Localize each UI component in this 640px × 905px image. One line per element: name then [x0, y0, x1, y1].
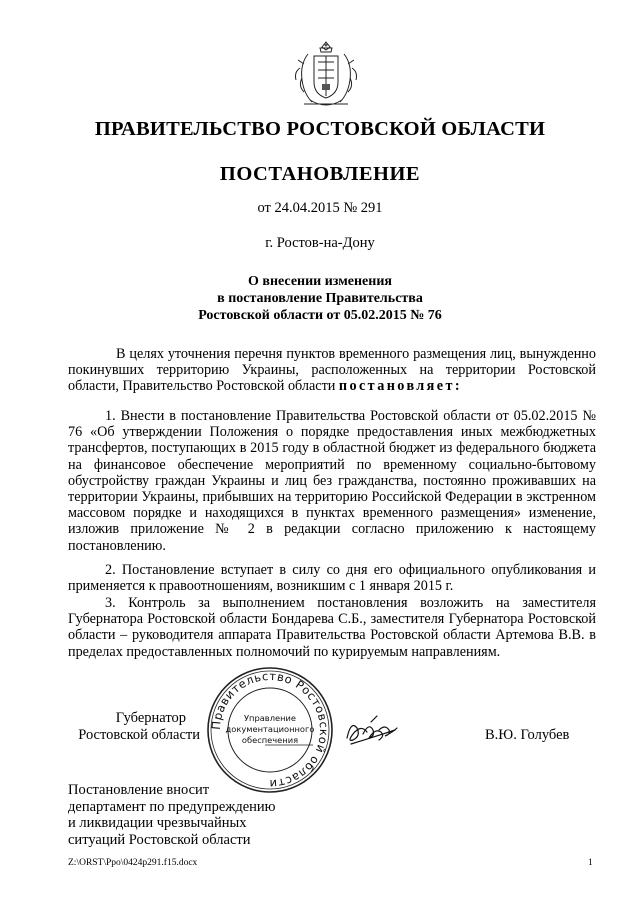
signatory-title-line: Ростовской области: [78, 727, 200, 743]
intro-text: В целях уточнения перечня пунктов временного размещения лиц, вынужденно покинувших территорию Украины, расположенных на территории Ростовской области, Правительство Ростовской области: [68, 346, 596, 395]
note-line: и ликвидации чрезвычайных: [68, 815, 247, 831]
stamp-ring-text: Правительство Ростовской области: [208, 668, 332, 792]
official-stamp: [205, 665, 335, 795]
intro-emphasis: постановляет:: [338, 378, 462, 395]
stamp-inner-line: Управление: [243, 713, 297, 723]
coat-of-arms-emblem: [290, 38, 362, 112]
signatory-name: В.Ю. Голубев: [485, 727, 570, 743]
note-line: департамент по предупреждению: [68, 798, 276, 815]
note-line: ситуаций Ростовской области: [68, 831, 251, 848]
subject-line: в постановление Правительства: [217, 291, 423, 306]
note-line: Постановление вносит: [68, 782, 210, 798]
organization-title: ПРАВИТЕЛЬСТВО РОСТОВСКОЙ ОБЛАСТИ: [94, 118, 546, 140]
signatory-title: [60, 710, 200, 744]
handwritten-signature: [343, 708, 405, 752]
submission-note: [68, 782, 276, 848]
document-type-title: ПОСТАНОВЛЕНИЕ: [219, 163, 421, 185]
page-number: 1: [588, 858, 593, 868]
document-date-number: от 24.04.2015 № 291: [257, 200, 383, 216]
stamp-inner-line: документационного: [225, 724, 315, 734]
document-subject: [0, 273, 640, 324]
signatory-title-line: Губернатор: [115, 710, 186, 726]
subject-line: О внесении изменения: [248, 274, 392, 289]
document-city: г. Ростов-на-Дону: [265, 235, 375, 251]
subject-line: Ростовской области от 05.02.2015 № 76: [198, 308, 442, 323]
paragraph-1: 1. Внести в постановление Правительства Ростовской области от 05.02.2015 № 76 «Об утверждении Положения о порядке предоставления иных межбюджетных трансфертов, поступающих в 2015 году в областной бюджет из федерального бюджета на финансовое обеспечение мероприятий по временному социально-бытовому обустройству граждан Украины и лиц без гражданства, постоянно проживавших на территории Украины, прибывших на территорию Российской Федерации в экстренном массовом порядке и находящихся в пунктах временного размещения» изменение, изложив приложение № 2 в редакции согласно приложению к настоящему постановлению.: [68, 408, 596, 554]
footer-file-path: Z:\ORST\Ppo\0424p291.f15.docx: [68, 858, 198, 868]
paragraph-2: 2. Постановление вступает в силу со дня его официального опубликования и применяется к правоотношениям, возникшим с 1 января 2015 г.: [68, 562, 596, 595]
intro-paragraph: [68, 346, 596, 395]
paragraph-3: 3. Контроль за выполнением постановления возложить на заместителя Губернатора Ростовской области Бондарева С.Б., заместителя Губернатора Ростовской области – руководителя аппарата Правительства Ростовской области Артемова В.В. в пределах предоставленных полномочий по курируемым направлениям.: [68, 595, 596, 660]
stamp-inner-line: обеспечения: [241, 735, 299, 745]
